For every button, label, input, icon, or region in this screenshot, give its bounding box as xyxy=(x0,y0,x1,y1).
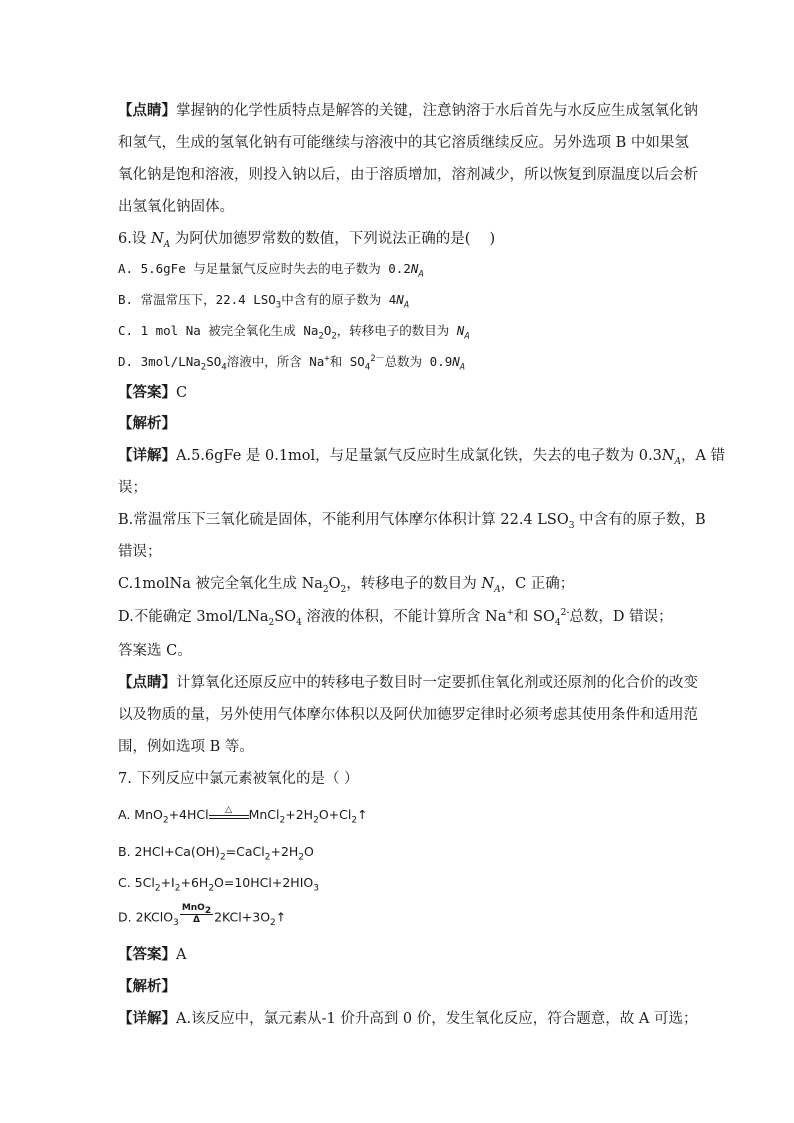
option-7b: B. $2HCl+Ca(OH)_2=CaCl_2+2H_2O$ xyxy=(118,844,314,863)
explain-6-line-4: 错误； xyxy=(118,544,162,560)
analysis-7-label: 【解析】 xyxy=(118,978,176,995)
note-line-4: 出氢氧化钠固体。 xyxy=(118,199,234,215)
option-6a: A. 5.6gFe 与足量氯气反应时失去的电子数为 $0.2N_A$ xyxy=(118,261,424,280)
explain-6-line-3: B.常温常压下三氧化硫是固体，不能利用气体摩尔体积计算 22.4 $LSO_3$ 中含有的原子数，B xyxy=(118,512,706,531)
heat-condition: △ xyxy=(209,806,249,819)
explain-6-line-2: 误； xyxy=(118,480,147,496)
option-7a: A. MnO$_2$+4HCl △ $MnCl_2+2H_2O+Cl_2↑$ xyxy=(118,805,368,826)
option-7d: D. 2KClO$_3$ $\frac{MnO_2}{\Delta}$ $2KCl+3O_2↑$ xyxy=(118,903,287,928)
note-line-1: 【点睛】掌握钠的化学性质特点是解答的关键，注意钠溶于水后首先与水反应生成氢氧化钠 xyxy=(118,102,698,119)
explain-7-line-1: 【详解】A.该反应中，氯元素从-1 价升高到 0 价，发生氧化反应，符合题意，故 A 可选； xyxy=(118,1010,698,1027)
option-7c: C. $5Cl_2+I_2+6H_2O=10HCl+2HIO_3$ xyxy=(118,875,319,894)
question-6-stem: 6.设 $N_A$ 为阿伏加德罗常数的数值，下列说法正确的是( ) xyxy=(118,231,496,250)
note-6-line-3: 围，例如选项 B 等。 xyxy=(118,739,254,755)
note-line-2: 和氢气，生成的氢氧化钠有可能继续与溶液中的其它溶质继续反应。另外选项 B 中如果氢 xyxy=(118,135,689,151)
answer-6: 【答案】C xyxy=(118,384,188,401)
note-6-line-1: 【点睛】计算氧化还原反应中的转移电子数目时一定要抓住氧化剂或还原剂的化合价的改变 xyxy=(118,674,698,691)
explain-6-line-5: C.1molNa 被完全氧化生成 $Na_2O_2$，转移电子的数目为 $N_A$，C 正确； xyxy=(118,576,575,595)
question-7-stem: 7. 下列反应中氯元素被氧化的是（ ） xyxy=(118,771,359,787)
answer-7: 【答案】A xyxy=(118,946,187,963)
option-6b: B. 常温常压下，22.4 $LSO_3$中含有的原子数为 $4N_A$ xyxy=(118,292,410,311)
explain-6-line-1: 【详解】A.5.6gFe 是 0.1mol，与足量氯气反应时生成氯化铁，失去的电子数为 $0.3N_A$，A 错 xyxy=(118,447,726,467)
option-6d: D. $3mol/LNa_2SO_4$溶液中，所含 Na+和 $SO_4^{2-}$总数为 $0.9N_A$ xyxy=(118,353,466,373)
explain-6-line-7: 答案选 C。 xyxy=(118,643,192,659)
option-6c: C. 1 mol Na 被完全氧化生成 $Na_2O_2$，转移电子的数目为 $N_A$ xyxy=(118,323,470,342)
analysis-6-label: 【解析】 xyxy=(118,415,176,432)
note-line-3: 氧化钠是饱和溶液，则投入钠以后，由于溶质增加，溶剂减少，所以恢复到原温度以后会析 xyxy=(118,167,698,183)
catalyst-condition: $\frac{MnO_2}{\Delta}$ xyxy=(181,903,212,925)
note-6-line-2: 以及物质的量，另外使用气体摩尔体积以及阿伏加德罗定律时必须考虑其使用条件和适用范 xyxy=(118,707,698,723)
explain-6-line-6: D.不能确定 $3mol/LNa_2SO_4$ 溶液的体积，不能计算所含 Na+和 $SO_4^{2-}$总数，D 错误； xyxy=(118,608,673,628)
